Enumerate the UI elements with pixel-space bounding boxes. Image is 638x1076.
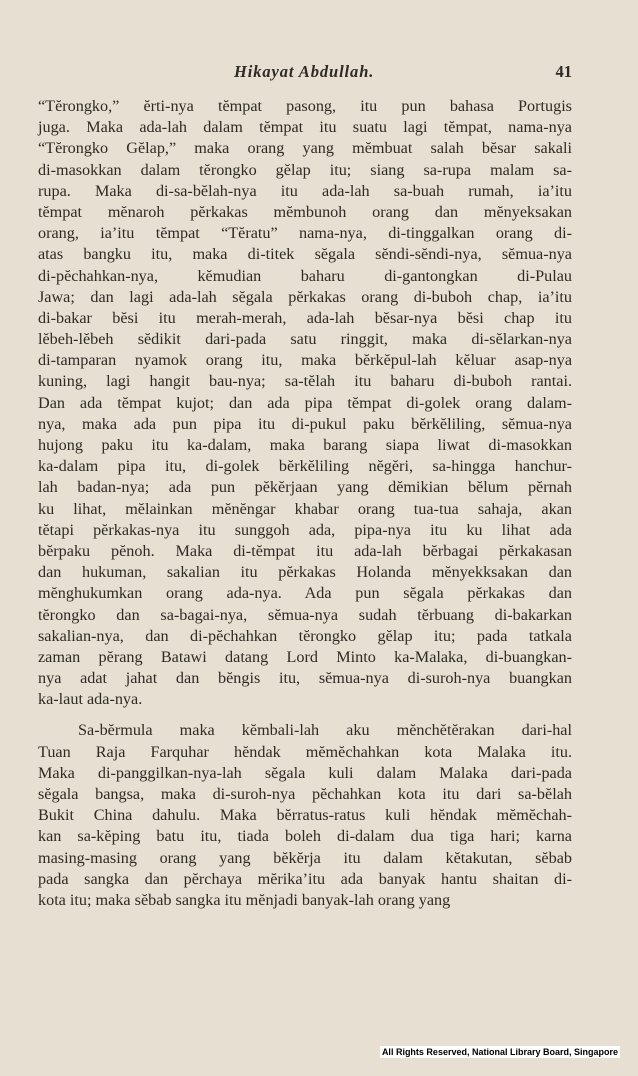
text-line: di-masokkan dalam tĕrongko gĕlap itu; siang sa-rupa malam sa- <box>38 160 572 179</box>
paragraph-1 <box>38 96 572 710</box>
text-line: di-bakar bĕsi itu merah-merah, ada-lah bĕsar-nya bĕsi chap itu <box>38 308 572 327</box>
text-line: ka-laut ada-nya. <box>38 690 143 709</box>
text-line: sakalian-nya, dan di-pĕchahkan tĕrongko gĕlap itu; pada tatkala <box>38 626 572 645</box>
body-text <box>38 96 572 911</box>
text-line: juga. Maka ada-lah dalam tĕmpat itu suatu lagi tĕmpat, nama-nya <box>38 118 572 137</box>
paragraph-2 <box>38 720 572 911</box>
text-line: zaman pĕrang Batawi datang Lord Minto ka-Malaka, di-buangkan- <box>38 647 572 666</box>
text-line: “Tĕrongko,” ĕrti-nya tĕmpat pasong, itu pun bahasa Portugis <box>38 97 572 115</box>
text-line: lah badan-nya; ada pun pĕkĕrjaan yang dĕmikian bĕlum pĕrnah <box>38 478 572 497</box>
text-line: rupa. Maka di-sa-bĕlah-nya itu ada-lah sa-buah rumah, ia’itu <box>38 181 572 200</box>
text-line: ka-dalam pipa itu, di-golek bĕrkĕliling nĕgĕri, sa-hingga hanchur- <box>38 457 572 476</box>
text-line: Jawa; dan lagi ada-lah sĕgala pĕrkakas orang di-buboh chap, ia’itu <box>38 287 572 306</box>
text-line: bĕrpaku pĕnoh. Maka di-tĕmpat itu ada-lah bĕrbagai pĕrkakasan <box>38 541 572 560</box>
text-line: dan hukuman, sakalian itu pĕrkakas Holanda mĕnyekksakan dan <box>38 563 572 582</box>
copyright-notice: All Rights Reserved, National Library Board, Singapore <box>381 1047 618 1057</box>
text-line: kota itu; maka sĕbab sangka itu mĕnjadi banyak-lah orang yang <box>38 890 451 909</box>
text-line: Sa-bĕrmula maka kĕmbali-lah aku mĕnchĕtĕrakan dari-hal <box>78 721 572 740</box>
text-line: orang, ia’itu tĕmpat “Tĕratu” nama-nya, di-tinggalkan orang di- <box>38 224 572 243</box>
paragraph-spacer <box>38 710 572 720</box>
text-line: nya, maka ada pun pipa itu di-pukul paku bĕrkĕliling, sĕmua-nya <box>38 414 572 433</box>
text-line: ku lihat, mĕlainkan mĕnĕngar khabar orang tua-tua sahaja, akan <box>38 499 572 518</box>
text-line: tĕtapi pĕrkakas-nya itu sunggoh ada, pipa-nya itu ku lihat ada <box>38 520 572 539</box>
page-header <box>36 62 572 84</box>
text-line: kan sa-kĕping batu itu, tiada boleh di-dalam dua tiga hari; karna <box>38 827 572 846</box>
text-line: tĕmpat mĕnaroh pĕrkakas mĕmbunoh orang dan mĕnyeksakan <box>38 202 572 221</box>
text-line: Bukit China dahulu. Maka bĕrratus-ratus kuli hĕndak mĕmĕchah- <box>38 806 572 825</box>
text-line: masing-masing orang yang bĕkĕrja itu dalam kĕtakutan, sĕbab <box>38 848 572 867</box>
text-line: Tuan Raja Farquhar hĕndak mĕmĕchahkan kota Malaka itu. <box>38 742 572 761</box>
page-number: 41 <box>555 62 572 81</box>
text-line: Dan ada tĕmpat kujot; dan ada pipa tĕmpat di-golek orang dalam- <box>38 393 572 412</box>
text-line: atas bangku itu, maka di-titek sĕgala sĕndi-sĕndi-nya, sĕmua-nya <box>38 245 572 264</box>
text-line: di-pĕchahkan-nya, kĕmudian baharu di-gantongkan di-Pulau <box>38 266 572 285</box>
text-line: hujong paku itu ka-dalam, maka barang siapa liwat di-masokkan <box>38 436 572 454</box>
text-line: pada sangka dan pĕrchaya mĕrika’itu ada banyak hantu shaitan di- <box>38 869 572 888</box>
text-line: nya adat jahat dan bĕngis itu, sĕmua-nya di-suroh-nya buangkan <box>38 669 572 688</box>
text-line: tĕrongko dan sa-bagai-nya, sĕmua-nya sudah tĕrbuang di-bakarkan <box>38 605 572 624</box>
text-line: kuning, lagi hangit bau-nya; sa-tĕlah itu baharu di-buboh rantai. <box>38 372 572 391</box>
text-line: Maka di-panggilkan-nya-lah sĕgala kuli dalam Malaka dari-pada <box>38 763 572 782</box>
text-line: mĕnghukumkan orang ada-nya. Ada pun sĕgala pĕrkakas dan <box>38 584 572 603</box>
text-line: “Tĕrongko Gĕlap,” maka orang yang mĕmbuat salah bĕsar sakali <box>38 139 572 158</box>
text-line: di-tamparan nyamok orang itu, maka bĕrkĕpul-lah kĕluar asap-nya <box>38 351 572 370</box>
running-title: Hikayat Abdullah. <box>234 62 375 81</box>
text-line: lĕbeh-lĕbeh sĕdikit dari-pada satu ringgit, maka di-sĕlarkan-nya <box>38 330 572 349</box>
text-line: sĕgala bangsa, maka di-suroh-nya pĕchahkan kota itu dari sa-bĕlah <box>38 785 572 803</box>
